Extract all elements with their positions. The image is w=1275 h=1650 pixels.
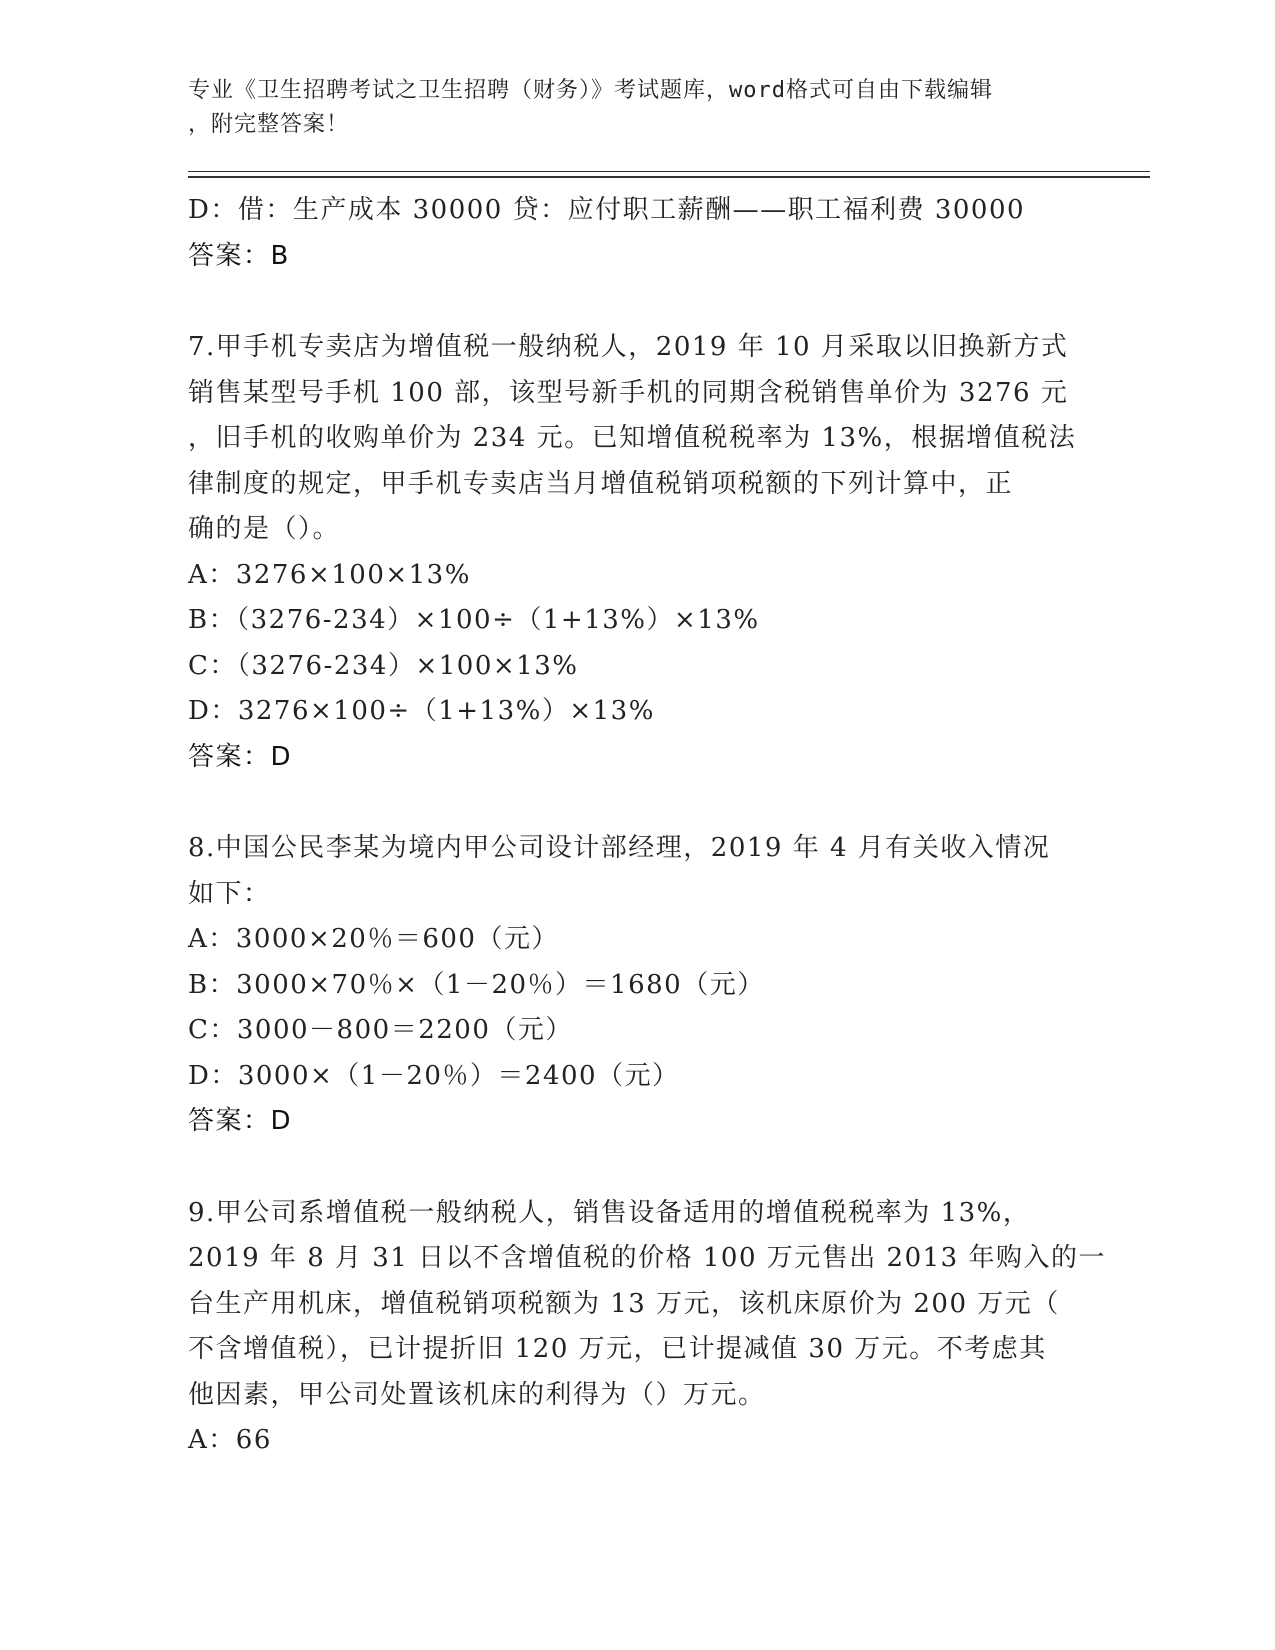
option-a: A：3000×20％＝600（元） [188,924,559,954]
question-content [188,188,1106,1464]
previous-question-tail [188,188,1088,279]
option-d: D：3276×100÷（1+13%）×13% [188,696,655,726]
question-stem-line: ，旧手机的收购单价为 234 元。已知增值税税率为 13%，根据增值税法 [188,423,1077,453]
option-c: C：（3276-234）×100×13% [188,650,579,681]
answer-label: 答案：B [188,240,290,271]
option-a: A：66 [188,1425,272,1455]
option-a: A：3276×100×13% [188,559,471,590]
option-b: B：3000×70％×（1－20％）＝1680（元） [188,969,765,1000]
header-divider-thin [188,171,1150,172]
header-line-1: 专业《卫生招聘考试之卫生招聘（财务）》考试题库，word格式可自由下载编辑 [188,78,993,103]
header-divider-thick [188,176,1150,178]
question-8 [188,826,1088,1145]
option-d: D：借：生产成本 30000 贷：应付职工薪酬——职工福利费 30000 [188,195,1026,225]
question-stem-line: 确的是（）。 [188,514,341,544]
question-stem-line: 8.中国公民李某为境内甲公司设计部经理，2019 年 4 月有关收入情况 [188,833,1051,863]
question-7 [188,325,1088,780]
question-stem-line: 台生产用机床，增值税销项税额为 13 万元，该机床原价为 200 万元（ [188,1288,1060,1319]
question-stem-line: 他因素，甲公司处置该机床的利得为（）万元。 [188,1379,766,1410]
question-stem-line: 如下： [188,878,271,909]
document-header [188,74,1068,142]
option-c: C：3000－800＝2200（元） [188,1015,573,1045]
question-stem-line: 2019 年 8 月 31 日以不含增值税的价格 100 万元售出 2013 年购入的一 [188,1243,1106,1273]
question-9 [188,1191,1106,1464]
option-b: B：（3276-234）×100÷（1+13%）×13% [188,605,760,635]
question-stem-line: 律制度的规定，甲手机专卖店当月增值税销项税额的下列计算中，正 [188,468,1014,499]
question-stem-line: 销售某型号手机 100 部，该型号新手机的同期含税销售单价为 3276 元 [188,377,1069,408]
question-stem-line: 9.甲公司系增值税一般纳税人，销售设备适用的增值税税率为 13%， [188,1197,1031,1228]
question-stem-line: 7.甲手机专卖店为增值税一般纳税人，2019 年 10 月采取以旧换新方式 [188,332,1069,362]
question-stem-line: 不含增值税），已计提折旧 120 万元，已计提减值 30 万元。不考虑其 [188,1334,1047,1364]
header-line-2: ，附完整答案！ [188,112,350,137]
option-d: D：3000×（1－20％）＝2400（元） [188,1060,680,1091]
answer-label: 答案：D [188,1106,293,1136]
answer-label: 答案：D [188,741,293,772]
